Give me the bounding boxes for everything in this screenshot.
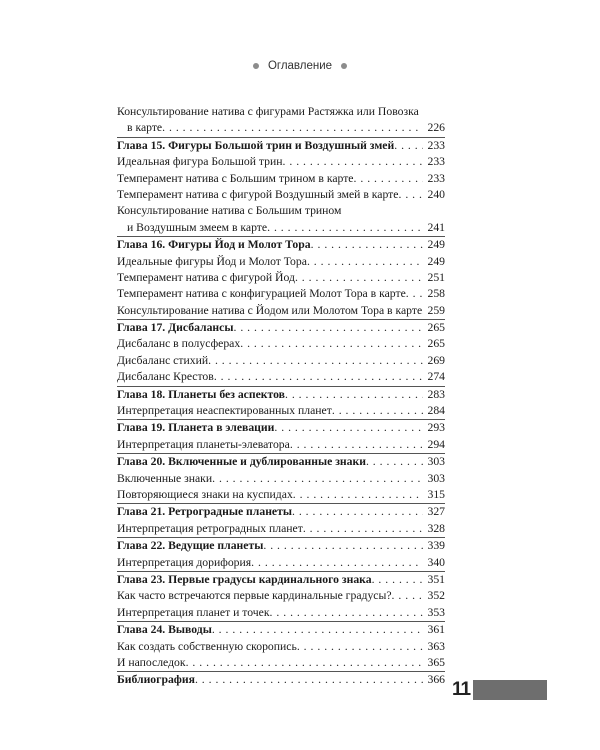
toc-entry-page: 258 <box>427 287 445 301</box>
toc-entry-title: и Воздушным змеем в карте <box>127 220 268 234</box>
dot-leader <box>240 336 423 352</box>
toc-entry-title: Как создать собственную скоропись <box>117 639 297 653</box>
page-number: 11 <box>452 679 471 700</box>
toc-entry-page: 352 <box>427 589 445 603</box>
toc-entry-title: Консультирование натива с Йодом или Молотом Тора в карте <box>117 303 423 317</box>
toc-entry[interactable] <box>117 487 445 503</box>
toc-entry-title: Дисбаланс в полусферах <box>117 337 241 351</box>
toc-entry[interactable] <box>117 655 445 671</box>
dot-leader <box>398 187 423 203</box>
toc-entry-page: 303 <box>427 455 445 469</box>
toc-entry-page: 265 <box>427 337 445 351</box>
dot-leader <box>311 237 423 253</box>
dot-leader <box>212 622 423 638</box>
toc-chapter-entry[interactable] <box>117 572 445 588</box>
dot-leader <box>372 572 423 588</box>
toc-chapter-entry[interactable] <box>117 672 445 688</box>
toc-entry-page: 226 <box>427 121 445 135</box>
toc-entry-page: 274 <box>427 370 445 384</box>
toc-entry-page: 340 <box>427 555 445 569</box>
dot-leader <box>394 138 423 154</box>
toc-entry[interactable] <box>117 353 445 369</box>
toc-entry-title: в карте <box>127 121 163 135</box>
dot-leader <box>295 270 423 286</box>
dot-leader <box>208 353 423 369</box>
toc-entry-title: Глава 24. Выводы <box>117 623 212 637</box>
toc-entry[interactable] <box>117 220 445 236</box>
dot-leader <box>332 403 423 419</box>
toc-entry[interactable] <box>117 437 445 453</box>
toc-chapter-entry[interactable] <box>117 320 445 336</box>
toc-entry-page: 269 <box>427 353 445 367</box>
dot-leader <box>267 220 423 236</box>
toc-chapter-entry[interactable] <box>117 538 445 554</box>
toc-entry-title: Интерпретация планеты-элеватора <box>117 437 290 451</box>
toc-entry-title: Интерпретация неаспектированных планет <box>117 404 332 418</box>
toc-entry[interactable] <box>117 187 445 203</box>
toc-chapter-entry[interactable] <box>117 420 445 436</box>
dot-leader <box>292 504 423 520</box>
dot-leader <box>406 286 423 302</box>
toc-entry-title: Как часто встречаются первые кардинальные градусы? <box>117 589 392 603</box>
dot-leader <box>293 487 423 503</box>
dot-leader <box>195 672 423 688</box>
dot-leader <box>274 420 423 436</box>
dot-leader <box>285 387 423 403</box>
dot-leader <box>251 555 423 571</box>
toc-chapter-entry[interactable] <box>117 138 445 154</box>
toc-entry-page: 241 <box>427 220 445 234</box>
toc-entry-page: 351 <box>427 572 445 586</box>
toc-entry-page: 233 <box>427 171 445 185</box>
dot-leader <box>283 154 423 170</box>
toc-entry[interactable] <box>117 336 445 352</box>
dot-leader <box>263 538 423 554</box>
toc-entry-page: 240 <box>427 187 445 201</box>
toc-chapter-entry[interactable] <box>117 454 445 470</box>
toc-entry-title: Темперамент натива с конфигурацией Молот Тора в карте <box>117 287 406 301</box>
toc-entry[interactable] <box>117 203 445 219</box>
toc-entry[interactable] <box>117 639 445 655</box>
toc-entry-page: 249 <box>427 254 445 268</box>
dot-leader <box>212 471 423 487</box>
dot-leader <box>354 171 424 187</box>
toc-entry[interactable] <box>117 104 445 120</box>
dot-leader <box>297 639 423 655</box>
toc-entry-page: 284 <box>427 404 445 418</box>
toc-entry-title: Интерпретация ретроградных планет <box>117 521 303 535</box>
toc-entry-title: Библиография <box>117 673 195 687</box>
toc-entry-title: Интерпретация планет и точек <box>117 605 270 619</box>
dot-leader <box>366 454 423 470</box>
toc-entry-page: 328 <box>427 521 445 535</box>
toc-entry-title: Повторяющиеся знаки на куспидах <box>117 487 293 501</box>
toc-entry-page: 303 <box>427 471 445 485</box>
toc-entry-title: Дисбаланс стихий <box>117 353 209 367</box>
header-title: Оглавление <box>267 60 333 72</box>
bullet-icon <box>253 63 259 69</box>
dot-leader <box>303 521 423 537</box>
toc-entry-title: Глава 21. Ретроградные планеты <box>117 505 292 519</box>
toc-entry-page: 233 <box>427 138 445 152</box>
toc-entry-title: Глава 22. Ведущие планеты <box>117 539 264 553</box>
toc-entry-page: 251 <box>427 270 445 284</box>
toc-entry-title: Включенные знаки <box>117 471 213 485</box>
toc-entry[interactable] <box>117 588 445 604</box>
toc-entry-title: Темперамент натива с Большим трином в карте <box>117 171 354 185</box>
dot-leader <box>290 437 423 453</box>
toc-entry-title: Идеальная фигура Большой трин <box>117 155 283 169</box>
toc-entry[interactable] <box>117 154 445 170</box>
toc-entry-title: Глава 16. Фигуры Йод и Молот Тора <box>117 238 311 252</box>
toc-entry-page: 353 <box>427 605 445 619</box>
dot-leader <box>307 254 423 270</box>
page-tab-bar <box>473 680 547 700</box>
toc-entry-title: Интерпретация дорифория <box>117 555 252 569</box>
toc-entry[interactable] <box>117 555 445 571</box>
toc-entry-title: Консультирование натива с фигурами Растяжка или Повозка <box>117 105 419 118</box>
toc-entry-page: 363 <box>427 639 445 653</box>
toc-chapter-entry[interactable] <box>117 387 445 403</box>
table-of-contents <box>117 104 445 689</box>
toc-entry[interactable] <box>117 521 445 537</box>
toc-entry-title: Дисбаланс Крестов <box>117 370 214 384</box>
toc-entry-page: 361 <box>427 623 445 637</box>
toc-entry[interactable] <box>117 286 445 302</box>
toc-entry-title: Темперамент натива с фигурой Йод <box>117 270 295 284</box>
toc-entry-page: 365 <box>427 655 445 669</box>
toc-entry-page: 294 <box>427 437 445 451</box>
toc-entry-title: Глава 19. Планета в элевации <box>117 421 275 435</box>
toc-entry-title: Консультирование натива с Большим трином <box>117 204 342 218</box>
dot-leader <box>233 320 423 336</box>
toc-entry[interactable] <box>117 605 445 621</box>
toc-entry[interactable] <box>117 270 445 286</box>
toc-entry-title: Глава 20. Включенные и дублированные знаки <box>117 455 366 469</box>
toc-entry-page: 327 <box>427 505 445 519</box>
toc-entry[interactable] <box>117 120 445 136</box>
dot-leader <box>186 655 423 671</box>
dot-leader <box>214 369 423 385</box>
toc-entry[interactable] <box>117 471 445 487</box>
toc-entry-title: И напоследок <box>117 655 186 669</box>
dot-leader <box>270 605 423 621</box>
toc-entry-title: Глава 18. Планеты без аспектов <box>117 387 285 401</box>
toc-chapter-entry[interactable] <box>117 237 445 253</box>
bullet-icon <box>341 63 347 69</box>
toc-entry-page: 233 <box>427 155 445 169</box>
toc-entry[interactable] <box>117 171 445 187</box>
toc-entry-title: Темперамент натива с фигурой Воздушный змей в карте <box>117 187 399 201</box>
toc-entry-page: 265 <box>427 321 445 335</box>
toc-entry-title: Глава 17. Дисбалансы <box>117 321 234 335</box>
dot-leader <box>392 588 423 604</box>
toc-entry-page: 259 <box>427 303 445 317</box>
toc-entry-title: Идеальные фигуры Йод и Молот Тора <box>117 254 307 268</box>
toc-entry[interactable] <box>117 369 445 385</box>
toc-entry-title: Глава 23. Первые градусы кардинального знака <box>117 572 372 586</box>
running-header <box>0 58 600 74</box>
toc-entry-page: 249 <box>427 238 445 252</box>
toc-entry[interactable] <box>117 303 445 319</box>
toc-entry-title: Глава 15. Фигуры Большой трин и Воздушный змей <box>117 138 395 152</box>
toc-entry-page: 293 <box>427 421 445 435</box>
toc-entry[interactable] <box>117 403 445 419</box>
toc-chapter-entry[interactable] <box>117 504 445 520</box>
toc-entry[interactable] <box>117 254 445 270</box>
toc-entry-page: 315 <box>427 487 445 501</box>
toc-chapter-entry[interactable] <box>117 622 445 638</box>
dot-leader <box>162 120 423 136</box>
toc-entry-page: 366 <box>427 673 445 687</box>
toc-entry-page: 339 <box>427 539 445 553</box>
toc-entry-page: 283 <box>427 387 445 401</box>
